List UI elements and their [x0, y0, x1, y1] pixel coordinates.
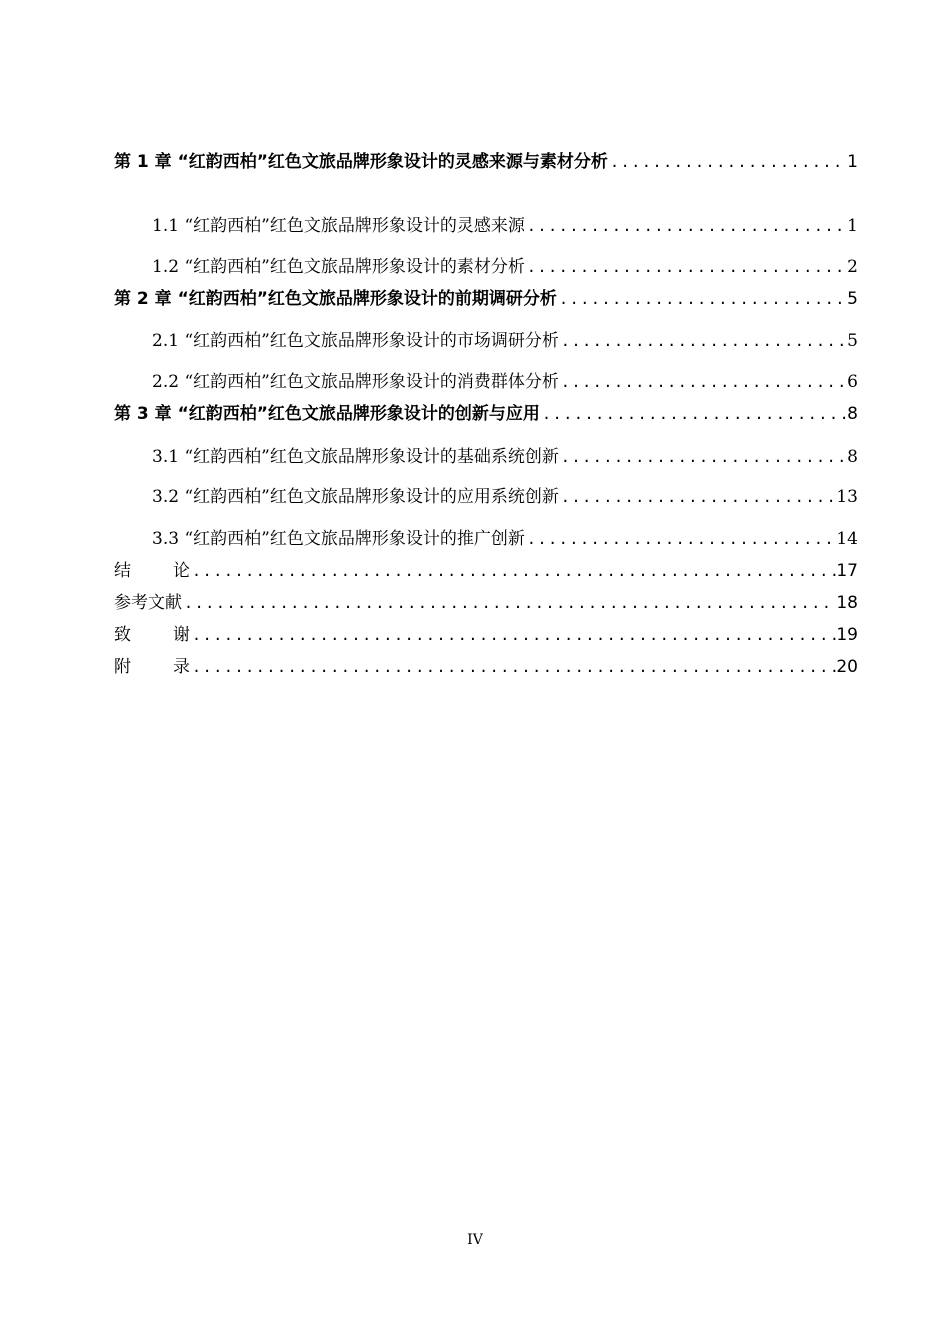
- toc-entry-section-2-2[interactable]: [152, 371, 858, 393]
- toc-entry-page: 1: [847, 152, 858, 172]
- toc-entry-chapter-2[interactable]: [114, 288, 858, 310]
- toc-dot-leader: [608, 151, 847, 173]
- toc-entry-section-2-1[interactable]: [152, 330, 858, 352]
- toc-entry-title: [114, 560, 190, 582]
- toc-dot-leader: [190, 656, 836, 678]
- toc-entry-page: 2: [847, 257, 858, 277]
- toc-entry-page: 19: [836, 625, 858, 645]
- toc-entry-page: 18: [836, 593, 858, 613]
- toc-entry-chapter-3[interactable]: [114, 403, 858, 425]
- toc-entry-title: 1.1 “红韵西柏”红色文旅品牌形象设计的灵感来源: [152, 216, 525, 236]
- toc-entry-acknowledgements[interactable]: [114, 624, 858, 646]
- toc-entry-page: 8: [847, 447, 858, 467]
- toc-entry-section-3-3[interactable]: [152, 528, 858, 550]
- toc-entry-title: 3.3 “红韵西柏”红色文旅品牌形象设计的推广创新: [152, 529, 525, 549]
- toc-entry-title-left: 附: [114, 657, 131, 677]
- toc-entry-page: 14: [836, 529, 858, 549]
- toc-entry-page: 1: [847, 216, 858, 236]
- toc-entry-page: 8: [847, 404, 858, 424]
- toc-entry-title: 第 1 章 “红韵西柏”红色文旅品牌形象设计的灵感来源与素材分析: [114, 152, 608, 172]
- toc-dot-leader: [190, 624, 836, 646]
- toc-entry-page: 5: [847, 289, 858, 309]
- toc-entry-page: 5: [847, 331, 858, 351]
- toc-entry-chapter-1[interactable]: [114, 151, 858, 173]
- toc-entry-page: 6: [847, 372, 858, 392]
- toc-dot-leader: [559, 371, 847, 393]
- page-number: IV: [467, 1232, 483, 1248]
- toc-entry-title: [114, 624, 190, 646]
- toc-entry-appendix[interactable]: [114, 656, 858, 678]
- toc-entry-section-3-1[interactable]: [152, 446, 858, 468]
- toc-dot-leader: [525, 256, 847, 278]
- toc-entry-title-left: 致: [114, 625, 131, 645]
- toc-entry-title: 3.1 “红韵西柏”红色文旅品牌形象设计的基础系统创新: [152, 447, 559, 467]
- toc-entry-conclusion[interactable]: [114, 560, 858, 582]
- toc-entry-title-right: 谢: [173, 625, 190, 645]
- toc-entry-title-left: 结: [114, 561, 131, 581]
- toc-entry-title: [114, 656, 190, 678]
- toc-dot-leader: [540, 403, 847, 425]
- toc-entry-section-1-1[interactable]: [152, 215, 858, 237]
- toc-dot-leader: [525, 528, 837, 550]
- toc-dot-leader: [559, 486, 837, 508]
- toc-entry-page: 17: [836, 561, 858, 581]
- toc-dot-leader: [182, 592, 836, 614]
- toc-entry-title: 第 3 章 “红韵西柏”红色文旅品牌形象设计的创新与应用: [114, 404, 540, 424]
- toc-dot-leader: [557, 288, 847, 310]
- toc-entry-title-right: 论: [173, 561, 190, 581]
- toc-entry-page: 13: [836, 487, 858, 507]
- toc-entry-section-1-2[interactable]: [152, 256, 858, 278]
- toc-entry-title: 2.1 “红韵西柏”红色文旅品牌形象设计的市场调研分析: [152, 331, 559, 351]
- toc-entry-references[interactable]: [114, 592, 858, 614]
- toc-entry-page: 20: [836, 657, 858, 677]
- toc-dot-leader: [525, 215, 847, 237]
- toc-dot-leader: [559, 446, 847, 468]
- toc-entry-section-3-2[interactable]: [152, 486, 858, 508]
- toc-dot-leader: [190, 560, 836, 582]
- toc-entry-title-right: 录: [173, 657, 190, 677]
- toc-entry-title: 参考文献: [114, 593, 182, 613]
- toc-entry-title: 2.2 “红韵西柏”红色文旅品牌形象设计的消费群体分析: [152, 372, 559, 392]
- toc-dot-leader: [559, 330, 847, 352]
- toc-entry-title: 第 2 章 “红韵西柏”红色文旅品牌形象设计的前期调研分析: [114, 289, 557, 309]
- toc-entry-title: 3.2 “红韵西柏”红色文旅品牌形象设计的应用系统创新: [152, 487, 559, 507]
- toc-entry-title: 1.2 “红韵西柏”红色文旅品牌形象设计的素材分析: [152, 257, 525, 277]
